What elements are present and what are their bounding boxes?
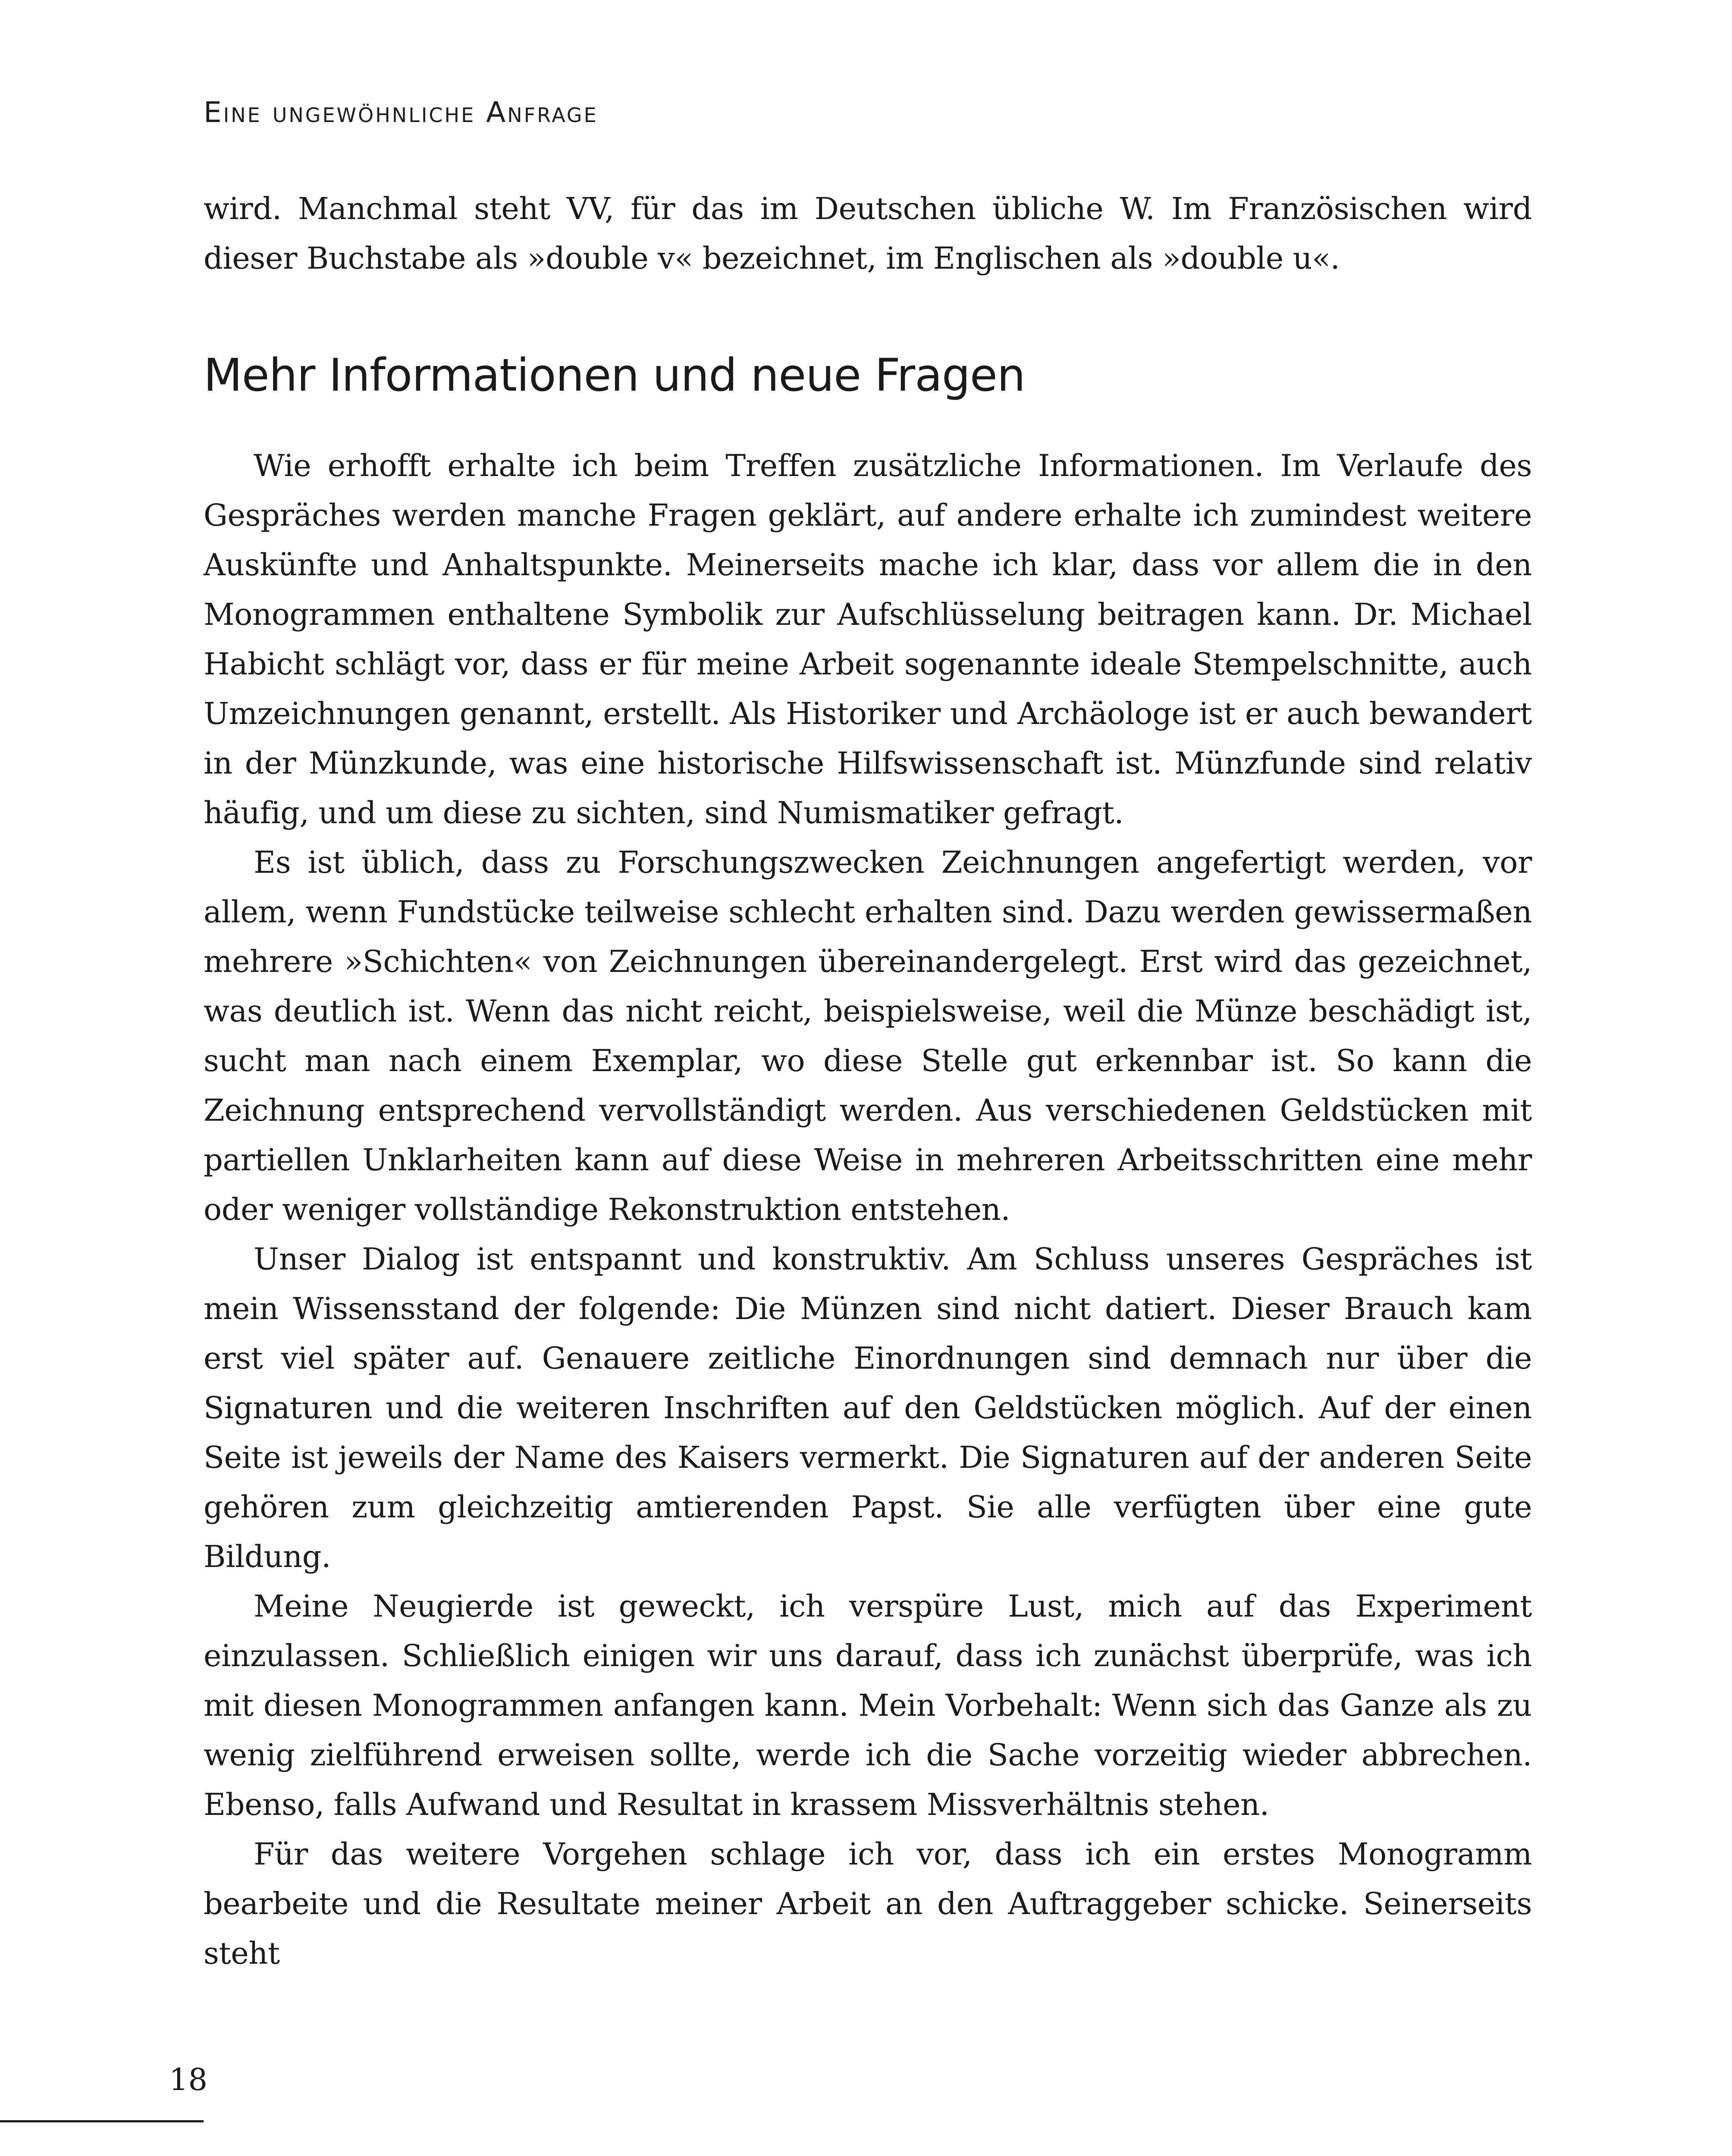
paragraph-1: Wie erhofft erhalte ich beim Treffen zusätzliche Informationen. Im Verlaufe des Gespräches werden manche Fragen geklärt, auf andere erhalte ich zumindest weitere Auskünfte und Anhaltspunkte. Meinerseits mache ich klar, dass vor allem die in den Monogrammen enthaltene Symbolik zur Aufschlüsselung beitragen kann. Dr. Michael Habicht schlägt vor, dass er für meine Arbeit sogenannte ideale Stempelschnitte, auch Umzeichnungen genannt, erstellt. Als Historiker und Archäologe ist er auch bewandert in der Münzkunde, was eine historische Hilfswissenschaft ist. Münzfunde sind relativ häufig, und um diese zu sichten, sind Numismatiker gefragt. [204, 448, 1532, 830]
paragraph-4: Meine Neugierde ist geweckt, ich verspüre Lust, mich auf das Experiment einzulassen. Schließlich einigen wir uns darauf, dass ich zunächst überprüfe, was ich mit diesen Monogrammen anfangen kann. Mein Vorbehalt: Wenn sich das Ganze als zu wenig zielführend erweisen sollte, werde ich die Sache vorzeitig wieder abbrechen. Ebenso, falls Aufwand und Resultat in krassem Missverhältnis stehen. [204, 1589, 1532, 1822]
running-head: Eine ungewöhnliche Anfrage [204, 96, 598, 129]
lead-text-block [204, 184, 1532, 283]
paragraph-3: Unser Dialog ist entspannt und konstruktiv. Am Schluss unseres Gespräches ist mein Wissensstand der folgende: Die Münzen sind nicht datiert. Dieser Brauch kam erst viel später auf. Genauere zeitliche Einordnungen sind demnach nur über die Signaturen und die weiteren Inschriften auf den Geldstücken möglich. Auf der einen Seite ist jeweils der Name des Kaisers vermerkt. Die Signaturen auf der anderen Seite gehören zum gleichzeitig amtierenden Papst. Sie alle verfügten über eine gute Bildung. [204, 1241, 1532, 1574]
folio-rule [0, 2120, 204, 2122]
body-text-block [204, 441, 1532, 1978]
paragraph-5: Für das weitere Vorgehen schlage ich vor, dass ich ein erstes Monogramm bearbeite und die Resultate meiner Arbeit an den Auftraggeber schicke. Seinerseits steht [204, 1836, 1532, 1971]
paragraph-2: Es ist üblich, dass zu Forschungszwecken Zeichnungen angefertigt werden, vor allem, wenn Fundstücke teilweise schlecht erhalten sind. Dazu werden gewissermaßen mehrere »Schichten« von Zeichnungen übereinandergelegt. Erst wird das gezeichnet, was deutlich ist. Wenn das nicht reicht, beispielsweise, weil die Münze beschädigt ist, sucht man nach einem Exemplar, wo diese Stelle gut erkennbar ist. So kann die Zeichnung entsprechend vervollständigt werden. Aus verschiedenen Geldstücken mit partiellen Unklarheiten kann auf diese Weise in mehreren Arbeitsschritten eine mehr oder weniger vollständige Rekonstruktion entstehen. [204, 845, 1532, 1227]
page-number: 18 [169, 2062, 208, 2097]
section-heading: Mehr Informationen und neue Fragen [204, 349, 1025, 401]
lead-paragraph: wird. Manchmal steht VV, für das im Deutschen übliche W. Im Französischen wird dieser Buchstabe als »double v« bezeichnet, im Englischen als »double u«. [204, 191, 1532, 276]
